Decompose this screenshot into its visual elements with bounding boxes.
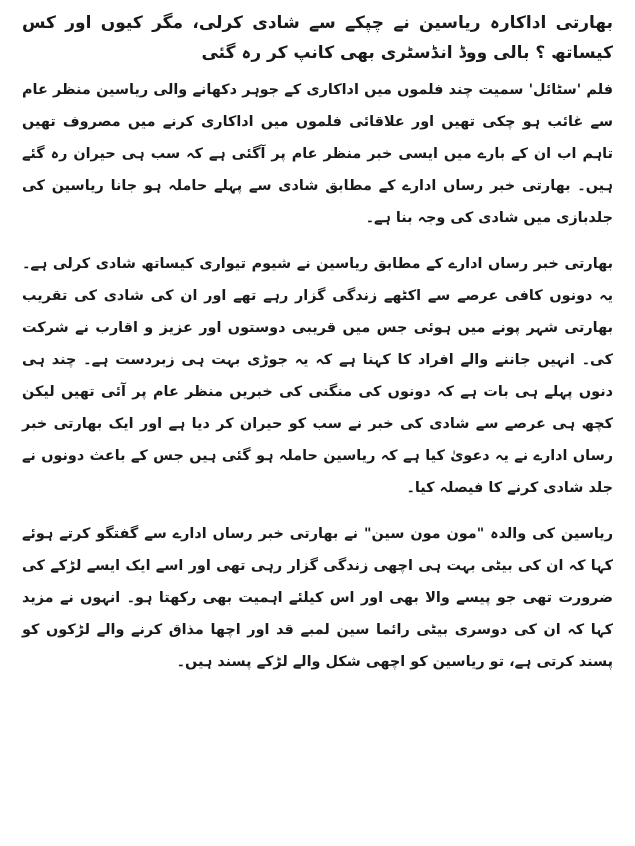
article-headline: بھارتی اداکارہ ریاسین نے چپکے سے شادی کرلی، مگر کیوں اور کس کیساتھ ؟ بالی ووڈ انڈسٹری بھی کانپ کر رہ گئی (22, 13, 613, 63)
article-paragraph-1: فلم 'سٹائل' سمیت چند فلموں میں اداکاری کے جوہر دکھانے والی ریاسین منظر عام سے غائب ہو چکی تھیں اور علاقائی فلموں میں اداکاری کرنے میں مصروف تھیں تاہم اب ان کے بارے میں ایسی خبر منظر عام پر آگئی ہے کہ سب ہی حیران رہ گئے ہیں۔ بھارتی خبر رساں ادارے کے مطابق شادی سے پہلے حاملہ ہو جانا ریاسین کی جلدبازی میں شادی کی وجہ بنا ہے۔ (22, 82, 613, 226)
article-paragraph-2: بھارتی خبر رساں ادارے کے مطابق ریاسین نے شیوم تیواری کیساتھ شادی کرلی ہے۔ یہ دونوں کافی عرصے سے اکٹھے زندگی گزار رہے تھے اور ان کی شادی کی تقریب بھارتی شہر پونے میں ہوئی جس میں قریبی دوستوں اور عزیز و اقارب نے شرکت کی۔ انہیں جاننے والے افراد کا کہنا ہے کہ یہ جوڑی بہت ہی زبردست ہے۔ چند ہی دنوں پہلے ہی بات ہے کہ دونوں کی منگنی کی خبریں منظر عام پر آئی تھیں لیکن کچھ ہی عرصے سے شادی کی خبر نے سب کو حیران کر دیا ہے اور ایک بھارتی خبر رساں ادارے نے یہ دعویٰ کیا ہے کہ ریاسین حاملہ ہو گئی ہیں جس کے باعث دونوں نے جلد شادی کرنے کا فیصلہ کیا۔ (22, 256, 614, 496)
article-paragraph-3: ریاسین کی والدہ "مون مون سین" نے بھارتی خبر رساں ادارے سے گفتگو کرتے ہوئے کہا کہ ان کی بیٹی بہت ہی اچھی زندگی گزار رہی تھی اور اسے ایک ایسے لڑکے کی ضرورت تھی جو پیسے والا بھی اور اس کیلئے اہمیت بھی رکھتا ہو۔ انہوں نے مزید کہا کہ ان کی دوسری بیٹی رائما سین لمبے قد اور اچھا مذاق کرنے والے لڑکوں کو پسند کرتی ہے، تو ریاسین کو اچھی شکل والے لڑکے پسند ہیں۔ (22, 526, 613, 670)
